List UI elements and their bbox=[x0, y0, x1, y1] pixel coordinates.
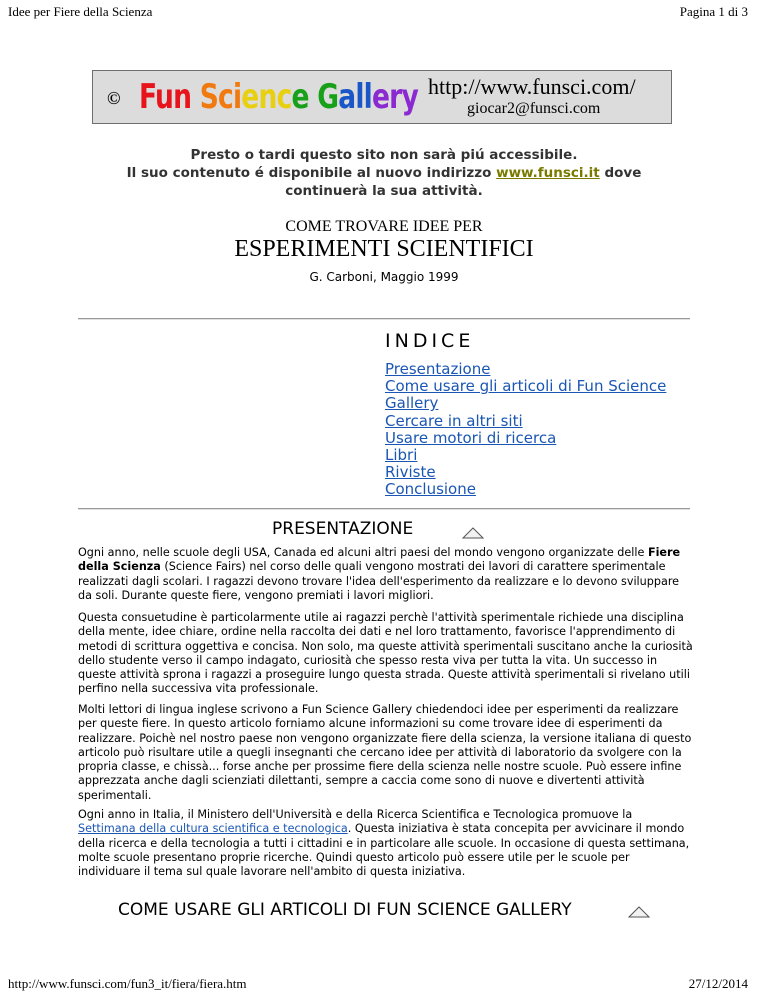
logo-letter: G bbox=[317, 77, 339, 117]
toc-link-come-usare-cont[interactable]: Gallery bbox=[385, 394, 439, 413]
toc-item bbox=[385, 430, 666, 447]
toc-item bbox=[385, 481, 666, 498]
p1-rest: (Science Fairs) nel corso delle quali vengono mostrati dei lavori di carattere sperimentale realizzati dagli scolari. I ragazzi devono trovare l'idea dell'esperimento da realizzare e lo devono sviluppare da soli. Durante queste fiere, vengono premiati i lavori migliori. bbox=[78, 560, 680, 602]
logo-letter bbox=[191, 77, 199, 117]
p4-intro: Ogni anno in Italia, il Ministero dell'Università e della Ricerca Scientifica e Tecnologica promuove la bbox=[78, 808, 633, 821]
toc-item bbox=[385, 395, 666, 412]
print-header-title: Idee per Fiere della Scienza bbox=[8, 4, 153, 19]
logo-letter: u bbox=[155, 77, 174, 117]
p4-rest: . Questa iniziativa è stata concepita per avvicinare il mondo della ricerca e della tecnologia a tutti i cittadini e in particolare alle scuole. In occasione di questa settimana, molte scuole presentano proprie ricerche. Quindi questo articolo può essere utile per le scuole per individuare il tema sul quale lavorare nell'ambito di questa iniziativa. bbox=[78, 822, 690, 879]
divider bbox=[78, 318, 690, 320]
logo-letter: S bbox=[199, 77, 219, 117]
logo-letter: e bbox=[291, 77, 309, 117]
banner-url: http://www.funsci.com/ bbox=[428, 74, 636, 99]
toc-link-riviste[interactable]: Riviste bbox=[385, 463, 436, 482]
back-to-top-icon[interactable] bbox=[462, 527, 484, 539]
article-title: ESPERIMENTI SCIENTIFICI bbox=[234, 236, 534, 262]
paragraph-4 bbox=[78, 808, 693, 879]
index-heading: INDICE bbox=[385, 330, 475, 352]
banner-email: giocar2@funsci.com bbox=[467, 100, 601, 117]
section-heading-come-usare: COME USARE GLI ARTICOLI DI FUN SCIENCE GALLERY bbox=[118, 900, 572, 920]
divider bbox=[78, 508, 690, 510]
notice-line-1: Presto o tardi questo sito non sarà piú accessibile. bbox=[190, 147, 578, 163]
back-to-top-icon[interactable] bbox=[628, 906, 650, 918]
toc-item bbox=[385, 413, 666, 430]
logo-letter: n bbox=[173, 77, 192, 117]
paragraph-3: Molti lettori di lingua inglese scrivono a Fun Science Gallery chiedendoci idee per esperimenti da realizzare per queste fiere. In questo articolo forniamo alcune informazioni su come trovare idee di esperimenti da realizzare. Poichè nel nostro paese non vengono organizzate fiere della scienza, la versione italiana di questo articolo può risultare utile a quegli insegnanti che cercano idee per attività di laboratorio da svolgere con la propria classe, e chissà... forse anche per prossime fiere della scienza nelle nostre scuole. Può essere infine apprezzata anche dagli scienziati dilettanti, sempre a caccia come sono di nuove e divertenti attività sperimentali. bbox=[78, 703, 692, 802]
print-footer-url: http://www.funsci.com/fun3_it/fiera/fiera.htm bbox=[8, 976, 247, 991]
toc-link-presentazione[interactable]: Presentazione bbox=[385, 360, 491, 378]
p1-intro: Ogni anno, nelle scuole degli USA, Canada ed alcuni altri paesi del mondo vengono organizzate delle bbox=[78, 546, 648, 559]
toc-item bbox=[385, 447, 666, 464]
logo-letter: i bbox=[232, 77, 242, 117]
copyright-symbol: © bbox=[107, 88, 121, 108]
logo-letter: c bbox=[276, 77, 292, 117]
p1-bold-term: Fiere della Scienza bbox=[78, 546, 681, 574]
toc-link-conclusione[interactable]: Conclusione bbox=[385, 480, 476, 499]
print-footer-date: 27/12/2014 bbox=[688, 976, 748, 991]
relocation-notice bbox=[0, 146, 768, 200]
notice-line-3: continuerà la sua attività. bbox=[285, 183, 483, 199]
logo-letter: c bbox=[218, 77, 233, 117]
logo-letter: l bbox=[355, 77, 364, 117]
logo-letter: e bbox=[371, 77, 390, 117]
fun-science-gallery-logo bbox=[139, 77, 418, 117]
toc-link-libri[interactable]: Libri bbox=[385, 446, 418, 465]
print-header-page: Pagina 1 di 3 bbox=[679, 4, 748, 19]
paragraph-1 bbox=[78, 546, 693, 603]
paragraph-2: Questa consuetudine è particolarmente utile ai ragazzi perchè l'attività sperimentale richiede una disciplina della mente, idee chiare, ordine nella raccolta dei dati e nel loro trattamento, favorisce l'apprendimento di metodi di scrittura oggettiva e concisa. Non solo, ma queste attività sperimentali suscitano anche la curiosità dello studente verso il campo indagato, curiosità che spesso resta viva per tutta la vita. Un successo in queste attività sprona i ragazzi a proseguire lungo questa strada. Queste attività sperimentali si rivelano utili perfino nella successiva vita professionale. bbox=[78, 611, 693, 696]
notice-line-2-text: Il suo contenuto é disponibile al nuovo indirizzo bbox=[126, 165, 497, 181]
toc-item bbox=[385, 464, 666, 481]
logo-letter: y bbox=[401, 77, 418, 117]
toc-link-altri-siti[interactable]: Cercare in altri siti bbox=[385, 411, 523, 430]
logo-letter: l bbox=[363, 77, 372, 117]
article-author: G. Carboni, Maggio 1999 bbox=[309, 270, 459, 284]
logo-letter: e bbox=[241, 77, 259, 117]
logo-letter: a bbox=[338, 77, 356, 117]
toc-item bbox=[385, 378, 666, 395]
notice-line-2 bbox=[0, 164, 768, 182]
logo-letter: F bbox=[139, 77, 156, 117]
section-heading-presentazione: PRESENTAZIONE bbox=[272, 519, 414, 539]
logo-letter: n bbox=[258, 77, 277, 117]
table-of-contents bbox=[385, 361, 666, 499]
settimana-cultura-link[interactable]: Settimana della cultura scientifica e tecnologica bbox=[78, 822, 348, 836]
notice-line-2-tail: dove bbox=[599, 165, 642, 181]
site-banner bbox=[92, 70, 672, 124]
article-subtitle: COME TROVARE IDEE PER bbox=[285, 218, 483, 235]
funsci-it-link[interactable]: www.funsci.it bbox=[496, 165, 600, 181]
logo-letter: r bbox=[389, 77, 402, 117]
toc-item bbox=[385, 361, 666, 378]
toc-link-motori-ricerca[interactable]: Usare motori di ricerca bbox=[385, 428, 557, 447]
toc-link-come-usare[interactable]: Come usare gli articoli di Fun Science bbox=[385, 377, 667, 396]
